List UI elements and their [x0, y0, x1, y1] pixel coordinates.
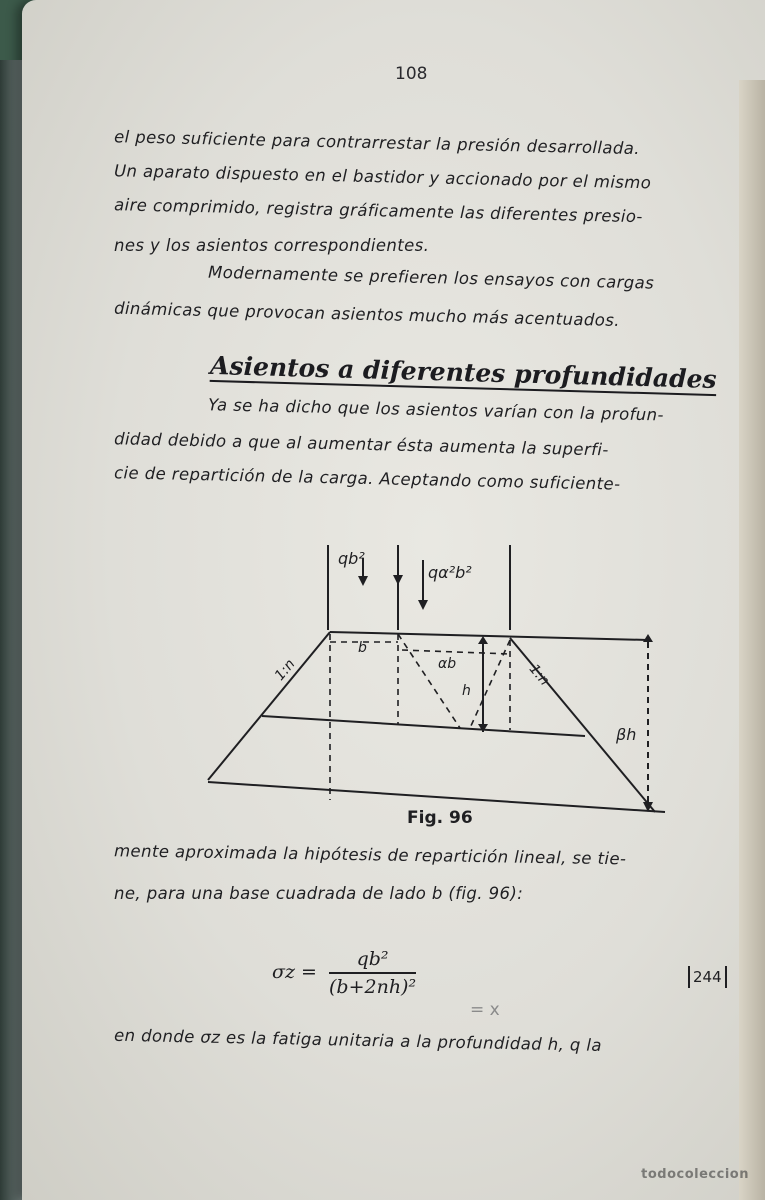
figure-caption: Fig. 96 [407, 808, 473, 828]
formula-244 [272, 948, 416, 998]
formula-numerator: qb² [329, 948, 416, 974]
load-label-qa2b2: qα²b² [428, 563, 472, 582]
page-number: 108 [395, 64, 428, 84]
text-line: Ya se ha dicho que los asientos varían con la profun- [207, 395, 665, 425]
text-line: en donde σz es la fatiga unitaria a la profundidad h, q la [113, 1025, 603, 1055]
dimension-ab-label: αb [438, 656, 457, 672]
arrow-icon [358, 576, 368, 586]
text-line: ne, para una base cuadrada de lado b (fig. 96): [114, 884, 524, 903]
dashed-line [402, 650, 510, 654]
text-line: Modernamente se prefieren los ensayos con cargas [207, 262, 655, 293]
figure-96-diagram [180, 530, 670, 820]
slope-left-label: 1:n [271, 656, 299, 684]
slope-right-label: 1:n [525, 661, 553, 689]
dimension-b-label: b [358, 640, 367, 656]
text-line: dinámicas que provocan asientos mucho más acentuados. [113, 298, 621, 331]
text-line: nes y los asientos correspondientes. [114, 236, 430, 255]
equation-number: 244 [688, 966, 727, 988]
arrow-icon [643, 634, 653, 642]
dashed-line [398, 634, 460, 728]
pencil-annotation: = x [470, 1000, 500, 1020]
arrow-icon [393, 575, 403, 585]
formula-denominator: (b+2nh)² [329, 976, 417, 998]
watermark: todocoleccion [641, 1167, 749, 1182]
dimension-bh-label: βh [616, 725, 637, 744]
formula-fraction [329, 948, 416, 998]
arrow-icon [478, 636, 488, 644]
text-line: Un aparato dispuesto en el bastidor y accionado por el mismo [113, 161, 652, 193]
depth-h-line [262, 716, 585, 736]
slope-left [208, 632, 330, 780]
text-line: cie de repartición de la carga. Aceptando como suficiente- [113, 463, 621, 494]
text-line: didad debido a que al aumentar ésta aumenta la superfi- [113, 429, 609, 460]
ground-line [330, 632, 648, 640]
text-line: el peso suficiente para contrarrestar la presión desarrollada. [113, 127, 641, 159]
formula-lhs: σz = [272, 961, 317, 983]
text-line: mente aproximada la hipótesis de repartición lineal, se tie- [113, 841, 627, 869]
text-line: aire comprimido, registra gráficamente las diferentes presio- [113, 195, 643, 227]
load-label-qb2: qb² [338, 549, 365, 568]
dimension-h-label: h [462, 683, 471, 699]
section-heading: Asientos a diferentes profundidades [209, 350, 717, 395]
page-edge-right [739, 80, 765, 1200]
